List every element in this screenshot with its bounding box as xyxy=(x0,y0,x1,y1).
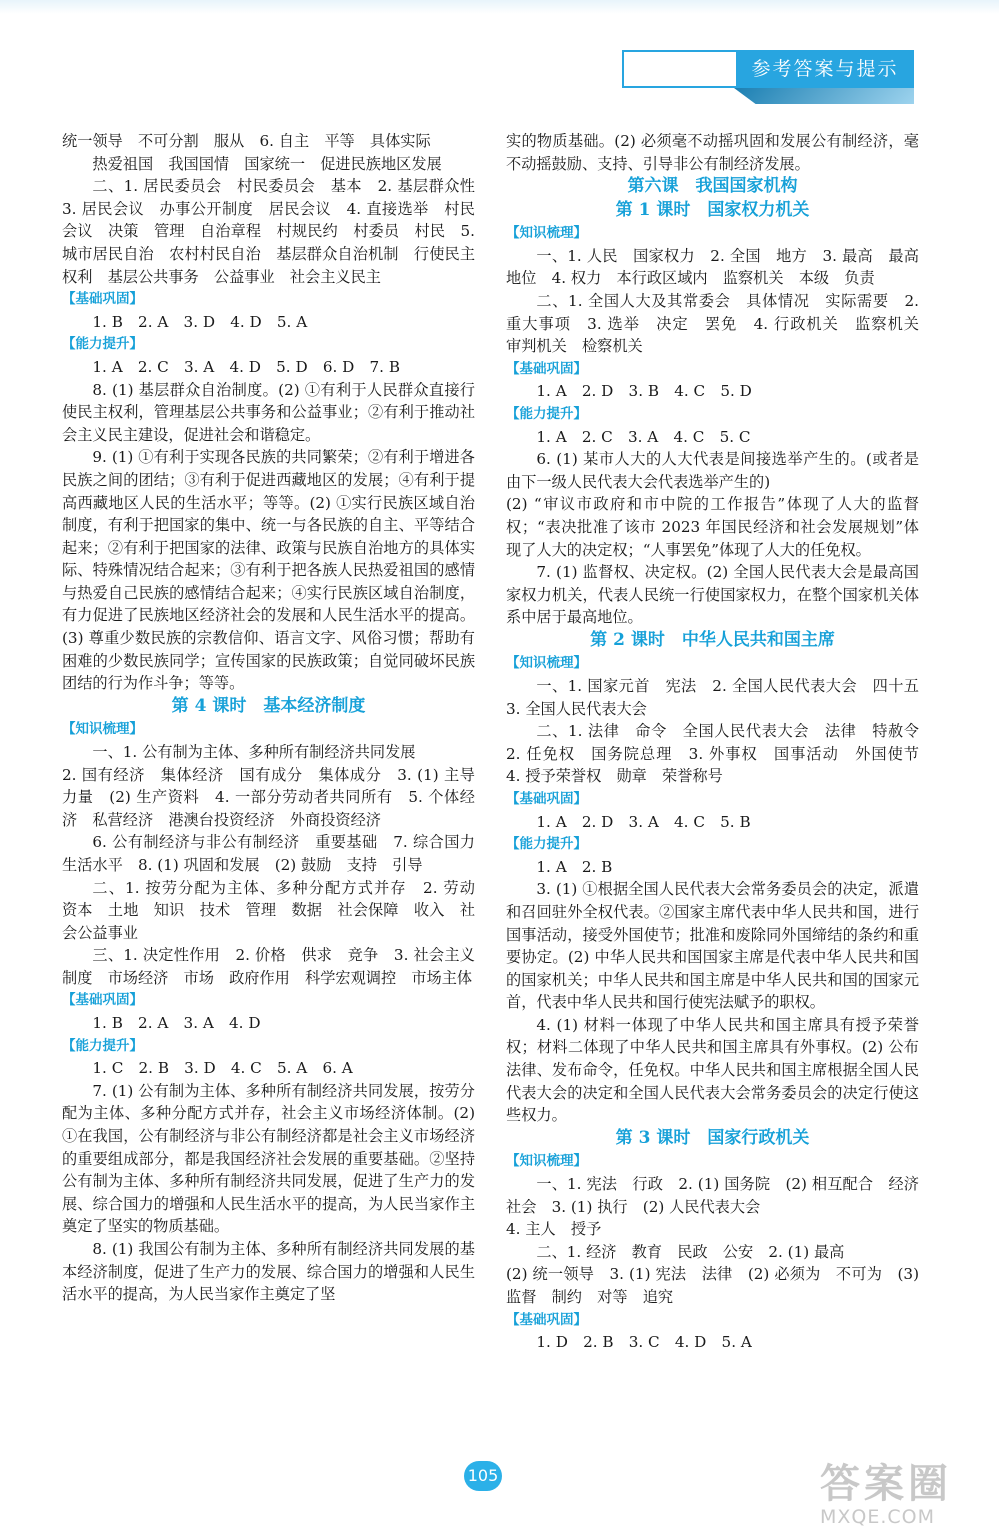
answer-paragraph: 6. 公有制经济与非公有制经济 重要基础 7. 综合国力 生活水平 8. (1) 巩固和发展 (2) 鼓励 支持 引导 xyxy=(62,833,491,874)
lesson-heading: 第六课 我国国家机构 xyxy=(627,176,798,197)
answer-section-badge xyxy=(622,50,914,88)
section-tag: 【能力提升】 xyxy=(506,405,587,422)
answer-paragraph: 4. (1) 材料一体现了中华人民共和国主席具有授予荣誉权；材料二体现了中华人民共和国主席具有外事权。(2) 公布法律、发布命令，任免权。中华人民共和国主席根据全国人民代表大会的决定和全国人民代表大会常务委员会的决定行使这些权力。 xyxy=(506,1015,919,1125)
answer-paragraph: 二、1. 按劳分配为主体、多种分配方式并存 2. 劳动 资本 土地 知识 技术 管理 数据 社会保障 收入 社会公益事业 xyxy=(62,878,491,942)
section-tag: 【知识梳理】 xyxy=(62,721,143,738)
answer-paragraph: 1. B 2. A 3. D 4. D 5. A xyxy=(92,312,308,331)
section-tag: 【知识梳理】 xyxy=(506,225,587,242)
section-tag: 【知识梳理】 xyxy=(506,1153,587,1170)
answer-paragraph: 8. (1) 基层群众自治制度。(2) ①有利于人民群众直接行使民主权利，管理基层公共事务和公益事业；②有利于推动社会主义民主建设，促进社会和谐稳定。 xyxy=(62,380,475,444)
answer-paragraph: 1. A 2. B xyxy=(536,857,613,876)
answer-paragraph: 4. 主人 授予 xyxy=(506,1220,602,1239)
badge-title: 参考答案与提示 xyxy=(736,50,914,88)
section-tag: 【能力提升】 xyxy=(62,336,143,353)
left-column xyxy=(62,130,491,1306)
answer-paragraph: 1. A 2. D 3. A 4. C 5. B xyxy=(536,812,751,831)
answer-paragraph: 二、1. 全国人大及其常委会 具体情况 实际需要 2. 重大事项 3. 选举 决定 罢免 4. 行政机关 监察机关 审判机关 检察机关 xyxy=(506,291,935,356)
answer-paragraph: 1. A 2. D 3. B 4. C 5. D xyxy=(536,382,752,401)
answer-paragraph: 一、1. 宪法 行政 2. (1) 国务院 (2) 相互配合 经济社会 3. (1) 执行 (2) 人民代表大会 xyxy=(506,1174,919,1216)
answer-paragraph: 3. (1) ①根据全国人民代表大会常务委员会的决定，派遣和召回驻外全权代表。②国家主席代表中华人民共和国，进行国事活动，接受外国使节；批准和废除同外国缔结的条约和重要协定。(2) 中华人民共和国国家主席是代表中华人民共和国的国家机关；中华人民共和国主席是中华人民共和国的国家元首，代表中华人民共和国行使宪法赋予的职权。 xyxy=(506,880,919,1012)
lesson-heading: 第 1 课时 国家权力机关 xyxy=(615,199,810,220)
watermark-logo xyxy=(820,1462,992,1532)
answer-paragraph: 6. (1) 某市人大的人大代表是间接选举产生的。(或者是由下一级人民代表大会代表选举产生的) xyxy=(506,450,919,491)
section-tag: 【基础巩固】 xyxy=(506,1311,587,1328)
answer-paragraph: 1. D 2. B 3. C 4. D 5. A xyxy=(536,1333,752,1352)
watermark-url: MXQE.COM xyxy=(820,1506,936,1528)
section-tag: 【基础巩固】 xyxy=(62,992,143,1009)
answer-paragraph: (2) 统一领导 3. (1) 宪法 法律 (2) 必须为 不可为 (3) 监督 制约 对等 追究 xyxy=(506,1265,919,1306)
answer-paragraph: 一、1. 公有制为主体、多种所有制经济共同发展 xyxy=(92,742,416,761)
section-tag: 【基础巩固】 xyxy=(506,790,587,807)
answer-paragraph: 二、1. 法律 命令 全国人民代表大会 法律 特赦令 2. 任免权 国务院总理 3. 外事权 国事活动 外国使节 4. 授予荣誉权 勋章 荣誉称号 xyxy=(506,722,935,786)
answer-paragraph: 热爱祖国 我国国情 国家统一 促进民族地区发展 xyxy=(92,154,442,173)
answer-paragraph: 二、1. 居民委员会 村民委员会 基本 2. 基层群众性 3. 居民会议 办事公开制度 居民会议 4. 直接选举 村民会议 决策 管理 自治章程 村规民约 村委员 村民 5. 城市居民自治 农村村民自治 基层群众自治机制 行使民主权利 基层公共事务 公益事业 社会主义民主 xyxy=(62,177,491,286)
answer-paragraph: 二、1. 经济 教育 民政 公安 2. (1) 最高 xyxy=(536,1242,845,1261)
answer-paragraph: 实的物质基础。(2) 必须毫不动摇巩固和发展公有制经济，毫不动摇鼓励、支持、引导非公有制经济发展。 xyxy=(506,132,919,173)
badge-shadow xyxy=(734,88,914,104)
answer-paragraph: 1. B 2. A 3. A 4. D xyxy=(92,1014,261,1033)
section-tag: 【知识梳理】 xyxy=(506,655,587,672)
answer-paragraph: 1. A 2. C 3. A 4. C 5. C xyxy=(536,427,751,446)
answer-paragraph: 三、1. 决定性作用 2. 价格 供求 竞争 3. 社会主义制度 市场经济 市场 政府作用 科学宏观调控 市场主体 xyxy=(62,946,475,987)
answer-paragraph: 9. (1) ①有利于实现各民族的共同繁荣；②有利于增进各民族之间的团结；③有利于促进西藏地区的发展；④有利于提高西藏地区人民的生活水平；等等。(2) ①实行民族区域自治制度，有利于把国家的集中、统一与各民族的自主、平等结合起来；②有利于把国家的法律、政策与民族自治地方的具体实际、特殊情况结合起来；③有利于把各族人民热爱祖国的感情与热爱自己民族的感情结合起来；④实行民族区域自治制度，有力促进了民族地区经济社会的发展和人民生活水平的提高。(3) 尊重少数民族的宗教信仰、语言文字、风俗习惯；帮助有困难的少数民族同学；宣传国家的民族政策；自觉同破坏民族团结的行为作斗争；等等。 xyxy=(62,448,475,693)
answer-paragraph: 8. (1) 我国公有制为主体、多种所有制经济共同发展的基本经济制度，促进了生产力的发展、综合国力的增强和人民生活水平的提高，为人民当家作主奠定了坚 xyxy=(62,1240,475,1304)
answer-paragraph: 2. 国有经济 集体经济 国有成分 集体成分 3. (1) 主导力量 (2) 生产资料 4. 一部分劳动者共同所有 5. 个体经济 私营经济 港澳台投资经济 外商投资经济 xyxy=(62,765,475,829)
watermark-text: 答案圈 xyxy=(820,1461,952,1507)
lesson-heading: 第 2 课时 中华人民共和国主席 xyxy=(590,629,835,650)
right-column xyxy=(506,130,935,1354)
answer-paragraph: 一、1. 国家元首 宪法 2. 全国人民代表大会 四十五 3. 全国人民代表大会 xyxy=(506,676,935,718)
page-number: 105 xyxy=(464,1461,502,1491)
answer-paragraph: 1. C 2. B 3. D 4. C 5. A 6. A xyxy=(92,1059,353,1078)
answer-paragraph: 统一领导 不可分割 服从 6. 自主 平等 具体实际 xyxy=(62,132,431,150)
section-tag: 【基础巩固】 xyxy=(62,291,143,308)
section-tag: 【能力提升】 xyxy=(506,836,587,853)
answer-paragraph: 7. (1) 监督权、决定权。(2) 全国人民代表大会是最高国家权力机关，代表人民统一行使国家权力，在整个国家机关体系中居于最高地位。 xyxy=(506,563,919,627)
section-tag: 【能力提升】 xyxy=(62,1037,143,1054)
lesson-heading: 第 4 课时 基本经济制度 xyxy=(171,695,366,716)
answer-paragraph: 一、1. 人民 国家权力 2. 全国 地方 3. 最高 最高地位 4. 权力 本行政区域内 监察机关 本级 负责 xyxy=(506,246,919,288)
section-tag: 【基础巩固】 xyxy=(506,360,587,377)
lesson-heading: 第 3 课时 国家行政机关 xyxy=(615,1127,810,1148)
answer-paragraph: 7. (1) 公有制为主体、多种所有制经济共同发展，按劳分配为主体、多种分配方式并存，社会主义市场经济体制。(2) ①在我国，公有制经济与非公有制经济都是社会主义市场经济的重要组成部分，都是我国经济社会发展的重要基础。②坚持公有制为主体、多种所有制经济共同发展，促进了生产力的发展、综合国力的增强和人民生活水平的提高，为人民当家作主奠定了坚实的物质基础。 xyxy=(62,1081,475,1236)
header-strip xyxy=(0,0,999,14)
answer-paragraph: 1. A 2. C 3. A 4. D 5. D 6. D 7. B xyxy=(92,357,400,376)
badge-outline-box xyxy=(622,50,736,88)
answer-paragraph: (2) “审议市政府和市中院的工作报告”体现了人大的监督权；“表决批准了该市 2023 年国民经济和社会发展规划”体现了人大的决定权；“人事罢免”体现了人大的任免权。 xyxy=(506,495,919,559)
